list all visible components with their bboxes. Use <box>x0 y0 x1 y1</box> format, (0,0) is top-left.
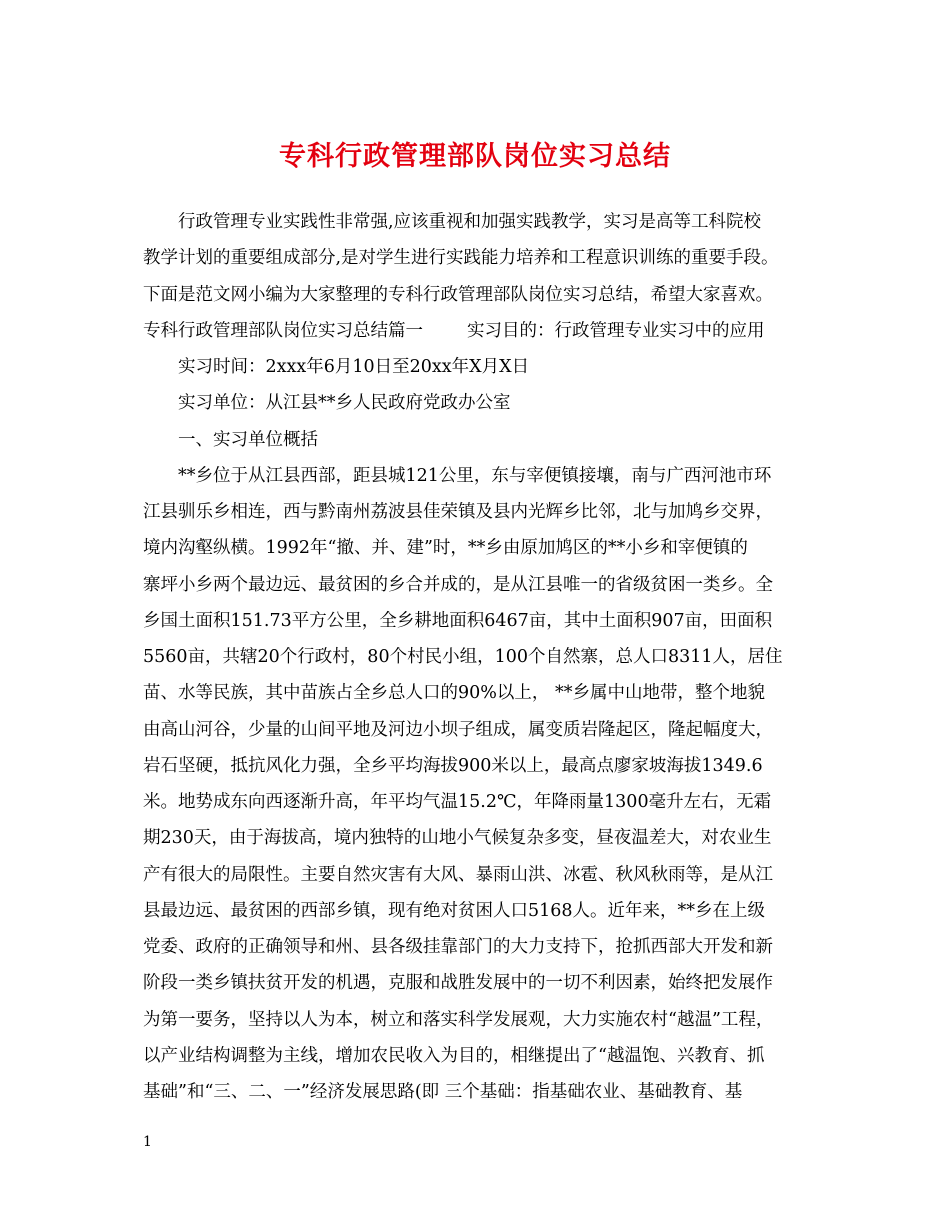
document-title: 专科行政管理部队岗位实习总结 <box>279 141 671 172</box>
section-heading: 专科行政管理部队岗位实习总结篇一 <box>143 320 423 341</box>
internship-time: 实习时间：2xxx年6月10日至20xx年X月X日 <box>178 357 530 377</box>
paragraph-line: 江县驯乐乡相连，西与黔南州荔波县佳荣镇及县内光辉乡比邻，北与加鸠乡交界， <box>143 502 773 522</box>
document-body <box>143 204 823 1110</box>
internship-unit: 实习单位：从江县**乡人民政府党政办公室 <box>178 393 511 414</box>
paragraph-line: 米。地势成东向西逐渐升高，年平均气温15.2℃，年降雨量1300毫升左右，无霜 <box>143 792 772 812</box>
paragraph-line: 5560亩，共辖20个行政村，80个村民小组，100个自然寨，总人口8311人，居住 <box>143 647 783 667</box>
paragraph-line: 教学计划的重要组成部分,是对学生进行实践能力培养和工程意识训练的重要手段。 <box>143 248 779 269</box>
paragraph-line: 岩石坚硬，抵抗风化力强，全乡平均海拔900米以上，最高点廖家坡海拔1349.6 <box>143 755 763 776</box>
paragraph-line: 苗、水等民族，其中苗族占全乡总人口的90%以上， **乡属中山地带，整个地貌 <box>143 683 765 704</box>
paragraph-line: 县最边远、最贫困的西部乡镇，现有绝对贫困人口5168人。近年来，**乡在上级 <box>143 900 766 921</box>
page-number: 1 <box>143 1134 152 1150</box>
paragraph-line: 乡国土面积151.73平方公里，全乡耕地面积6467亩，其中土面积907亩，田面积 <box>143 610 773 631</box>
paragraph-line: 境内沟壑纵横。1992年“撤、并、建”时，**乡由原加鸠区的**小乡和宰便镇的 <box>143 538 748 559</box>
paragraph-line: 党委、政府的正确领导和州、县各级挂靠部门的大力支持下，抢抓西部大开发和新 <box>143 937 773 957</box>
paragraph-line: 产有很大的局限性。主要自然灾害有大风、暴雨山洪、冰雹、秋风秋雨等，是从江 <box>143 864 773 885</box>
paragraph-line: 寨坪小乡两个最边远、最贫困的乡合并成的，是从江县唯一的省级贫困一类乡。全 <box>143 574 773 595</box>
subsection-heading: 一、实习单位概括 <box>178 429 318 450</box>
paragraph-line: 行政管理专业实践性非常强,应该重视和加强实践教学，实习是高等工科院校 <box>178 212 762 232</box>
paragraph-line: 为第一要务，坚持以人为本，树立和落实科学发展观，大力实施农村“越温”工程， <box>143 1009 774 1030</box>
paragraph-line: 阶段一类乡镇扶贫开发的机遇，克服和战胜发展中的一切不利因素，始终把发展作 <box>143 973 773 994</box>
paragraph-line: 期230天，由于海拔高，境内独特的山地小气候复杂多变，昼夜温差大，对农业生 <box>143 828 772 849</box>
paragraph-line: **乡位于从江县西部，距县城121公里，东与宰便镇接壤，南与广西河池市环 <box>178 465 772 486</box>
paragraph-line: 由高山河谷，少量的山间平地及河边小坝子组成，属变质岩隆起区，隆起幅度大， <box>143 719 773 740</box>
paragraph-line: 基础”和“三、二、一”经济发展思路(即 三个基础：指基础农业、基础教育、基 <box>143 1082 743 1102</box>
paragraph-line: 以产业结构调整为主线，增加农民收入为目的，相继提出了“越温饱、兴教育、抓 <box>143 1045 765 1066</box>
section-heading-line <box>143 313 823 349</box>
internship-purpose: 实习目的：行政管理专业实习中的应用 <box>467 320 765 341</box>
paragraph-line: 下面是范文网小编为大家整理的专科行政管理部队岗位实习总结，希望大家喜欢。 <box>143 284 773 305</box>
